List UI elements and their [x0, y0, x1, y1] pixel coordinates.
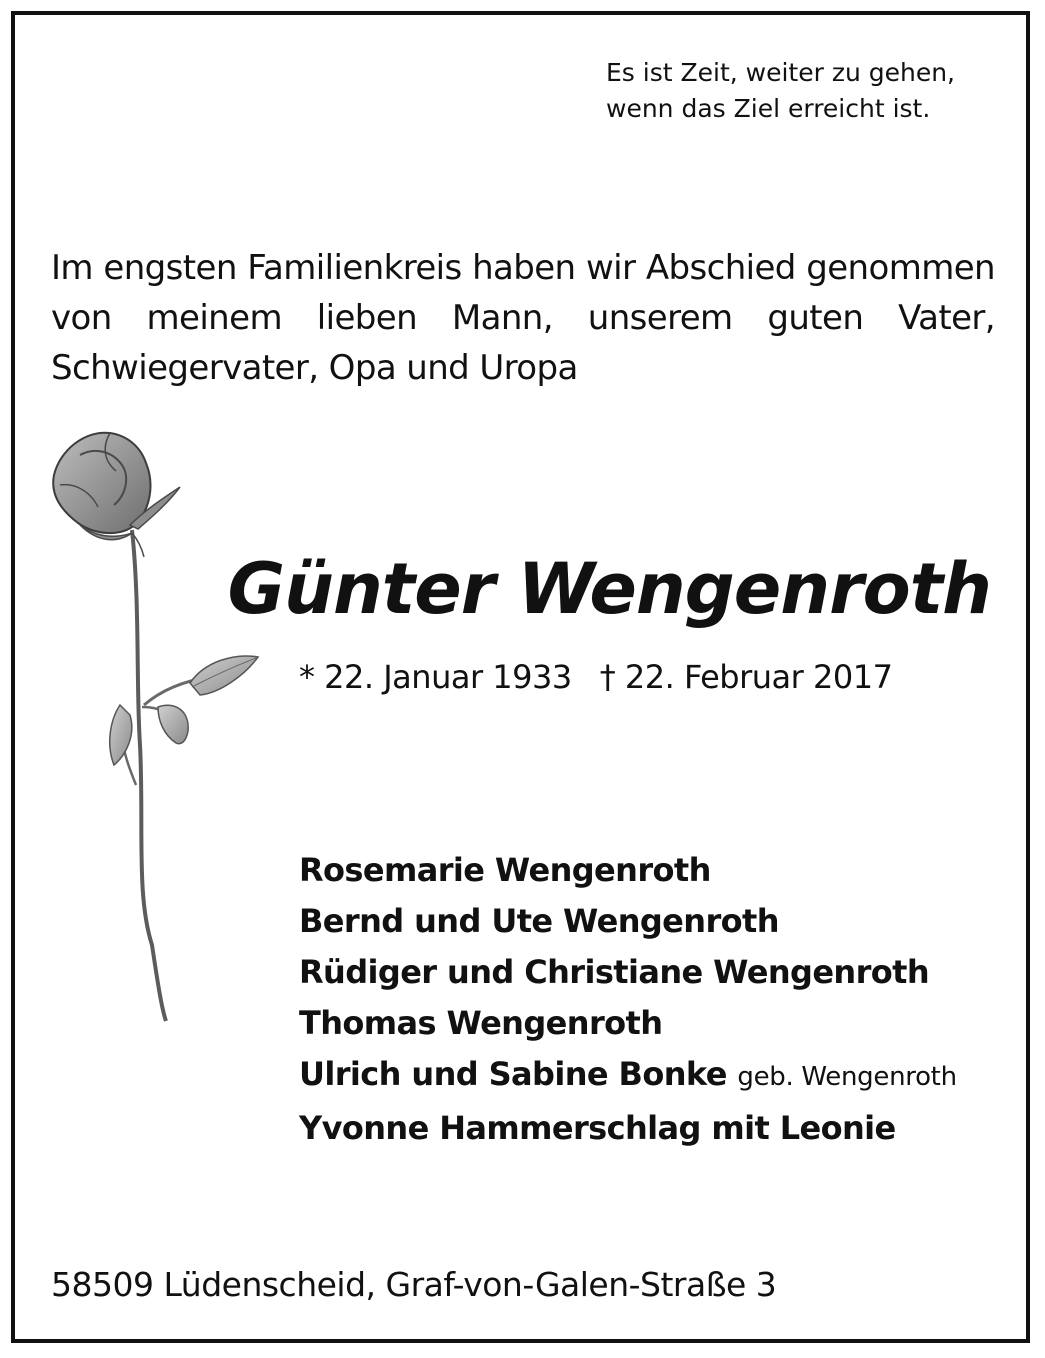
mourner-item — [299, 845, 957, 896]
mourner-name: Rüdiger und Christiane Wengenroth — [299, 953, 930, 991]
mourner-item — [299, 1103, 957, 1154]
mourner-item — [299, 1049, 957, 1103]
mourner-item — [299, 947, 957, 998]
mourner-name: Ulrich und Sabine Bonke — [299, 1055, 727, 1093]
mourner-item — [299, 896, 957, 947]
mourner-name: Rosemarie Wengenroth — [299, 851, 711, 889]
maiden-name-note: geb. Wengenroth — [737, 1062, 957, 1092]
deceased-name: Günter Wengenroth — [227, 548, 991, 630]
family-address: 58509 Lüdenscheid, Graf-von-Galen-Straße 3 — [51, 1265, 777, 1304]
mourner-item — [299, 998, 957, 1049]
mourner-name: Bernd und Ute Wengenroth — [299, 902, 779, 940]
life-dates — [299, 658, 892, 696]
rose-icon — [40, 425, 270, 1025]
death-date: † 22. Februar 2017 — [599, 658, 893, 696]
birth-date: * 22. Januar 1933 — [299, 658, 572, 696]
motto-quote — [606, 55, 955, 127]
mourners-list — [299, 845, 957, 1154]
mourner-name: Thomas Wengenroth — [299, 1004, 663, 1042]
motto-line-2: wenn das Ziel erreicht ist. — [606, 94, 931, 123]
motto-line-1: Es ist Zeit, weiter zu gehen, — [606, 58, 955, 87]
mourner-name: Yvonne Hammerschlag mit Leonie — [299, 1109, 896, 1147]
intro-text: Im engsten Familienkreis haben wir Abschied genommen von meinem lieben Mann, unserem guten Vater, Schwiegervater, Opa und Uropa — [51, 248, 995, 388]
